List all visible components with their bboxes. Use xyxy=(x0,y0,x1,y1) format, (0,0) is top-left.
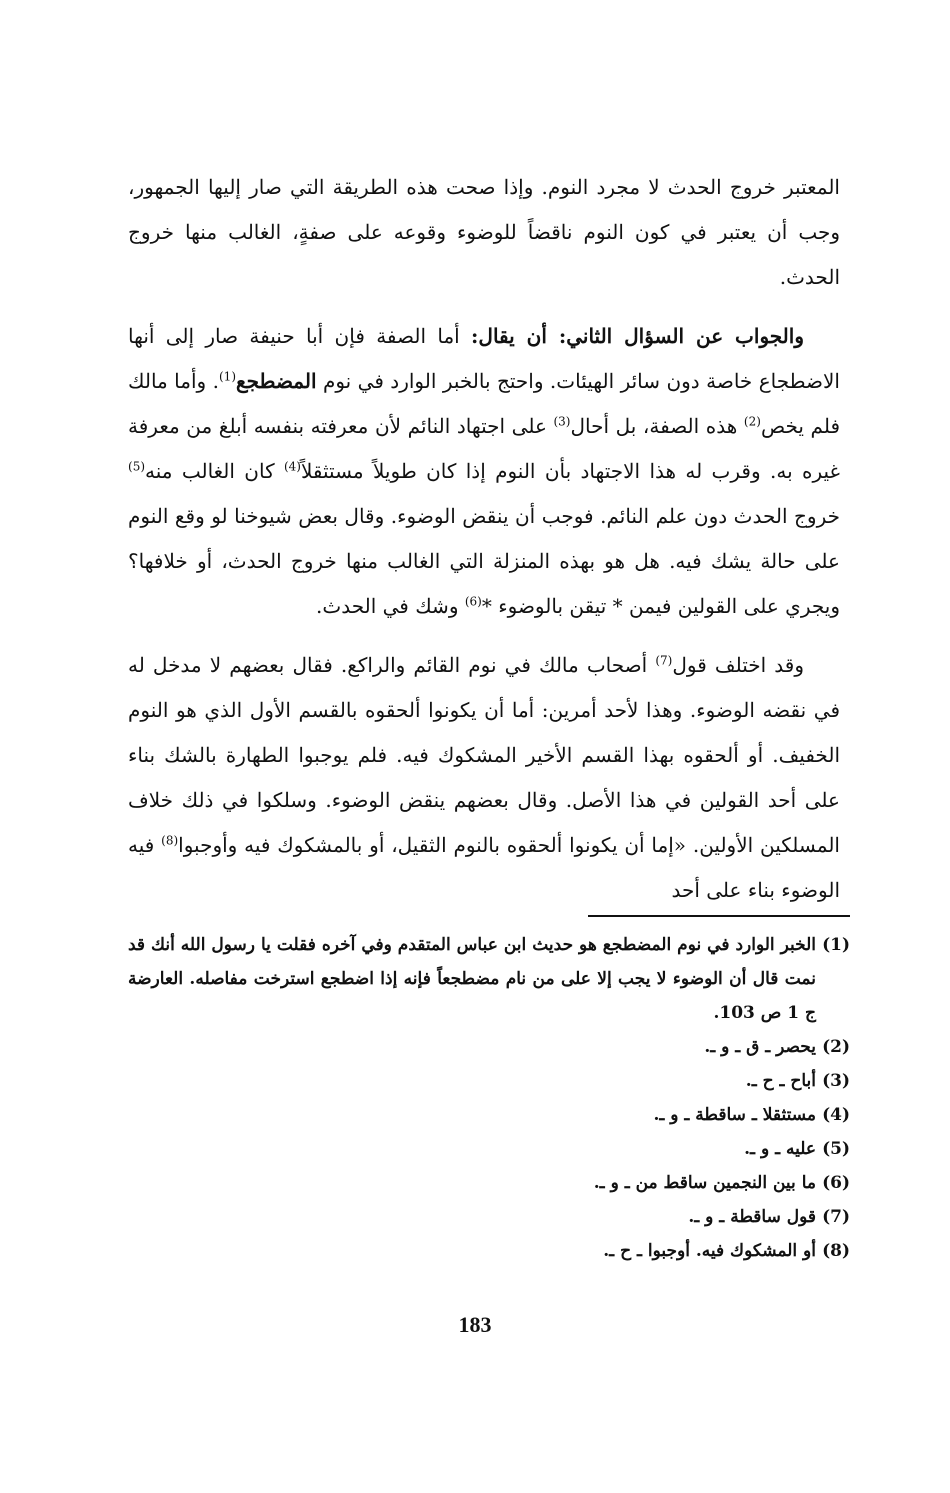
text-run: على اجتهاد النائم لأن معرفته بنفسه أبلغ من معرفة غيره به. وقرب له هذا الاجتهاد بأن النوم إذا كان طويلاً مستثقلاً xyxy=(128,414,840,483)
text-run: وقد اختلف قول xyxy=(672,653,804,677)
footnote xyxy=(128,1030,850,1064)
text-run: كان الغالب منه xyxy=(145,459,284,483)
footnote xyxy=(128,1234,850,1268)
footnote-ref: (4) xyxy=(283,459,301,474)
paragraph xyxy=(128,165,840,300)
text-run: أما الصفة فإن أبا حنيفة صار إلى أنها الاضطجاع خاصة دون سائر الهيئات. واحتج بالخبر الوارد في نوم xyxy=(128,324,840,393)
footnote-text: مستثقلا ـ ساقطة ـ و ـ. xyxy=(653,1105,816,1125)
footnote-ref: (5) xyxy=(128,459,146,474)
footnote xyxy=(128,1166,850,1200)
text-run: فيه الوضوء بناء على أحد xyxy=(128,833,840,902)
footnote xyxy=(128,1200,850,1234)
footnote-number: (7) xyxy=(822,1207,850,1227)
text-run: خروج الحدث دون علم النائم. فوجب أن ينقض الوضوء. وقال بعض شيوخنا لو وقع النوم على حالة يشك فيه. هل هو بهذه المنزلة التي الغالب منها خروج الحدث، أو خلافها؟ ويجري على القولين فيمن * تيقن بالوضوء * xyxy=(128,504,840,618)
text-run: المعتبر خروج الحدث لا مجرد النوم. وإذا صحت هذه الطريقة التي صار إليها الجمهور، وجب أن يعتبر في كون النوم ناقضاً للوضوء وقوعه على صفةٍ، الغالب منها خروج الحدث. xyxy=(128,175,840,289)
bold-text: والجواب عن السؤال الثاني: أن يقال: xyxy=(471,324,804,348)
footnote-separator xyxy=(588,915,850,917)
footnote-number: (8) xyxy=(822,1241,850,1261)
main-text xyxy=(128,165,840,927)
footnote xyxy=(128,928,850,1030)
footnote-text: يحصر ـ ق ـ و ـ. xyxy=(704,1037,816,1057)
footnote-ref: (7) xyxy=(655,653,673,668)
text-run: . وأما مالك فلم يخص xyxy=(128,369,840,438)
text-run: هذه الصفة، بل أحال xyxy=(570,414,744,438)
footnote-text: أباح ـ ح ـ. xyxy=(745,1071,816,1091)
footnote-text: عليه ـ و ـ. xyxy=(744,1139,816,1159)
footnote xyxy=(128,1132,850,1166)
footnote-number: (2) xyxy=(822,1037,850,1057)
footnote-ref: (2) xyxy=(743,414,761,429)
footnote-text: قول ساقطة ـ و ـ. xyxy=(688,1207,816,1227)
footnote-number: (3) xyxy=(822,1071,850,1091)
footnote-ref: (3) xyxy=(553,414,571,429)
footnote-number: (5) xyxy=(822,1139,850,1159)
footnote-number: (1) xyxy=(822,935,850,955)
footnote-text: ما بين النجمين ساقط من ـ و ـ. xyxy=(593,1173,816,1193)
footnote-text: الخبر الوارد في نوم المضطجع هو حديث ابن عباس المتقدم وفي آخره فقلت يا رسول الله أنك قد نمت قال أن الوضوء لا يجب إلا على من نام مضطجعاً فإنه إذا اضطجع استرخت مفاصله. العارضة ج 1 ص 103. xyxy=(128,935,816,1023)
footnote xyxy=(128,1064,850,1098)
footnote-number: (6) xyxy=(822,1173,850,1193)
paragraph xyxy=(128,314,840,629)
footnote-ref: (6) xyxy=(464,594,482,609)
text-run: أصحاب مالك في نوم القائم والراكع. فقال بعضهم لا مدخل له في نقضه الوضوء. وهذا لأحد أمرين: أما أن يكونوا ألحقوه بالقسم الأول الذي هو النوم الخفيف. أو ألحقوه بهذا القسم الأخير المشكوك فيه. فلم يوجبوا الطهارة بالشك بناء على أحد القولين في هذا الأصل. وقال بعضهم ينقض الوضوء. وسلكوا في ذلك خلاف المسلكين الأولين. «إما أن يكونوا ألحقوه بالنوم الثقيل، أو بالمشكوك فيه وأوجبوا xyxy=(128,653,840,857)
footnote xyxy=(128,1098,850,1132)
paragraph xyxy=(128,643,840,913)
footnote-ref: (8) xyxy=(161,833,179,848)
footnote-ref: (1) xyxy=(218,369,236,384)
text-run: وشك في الحدث. xyxy=(316,594,465,618)
footnotes xyxy=(128,928,850,1268)
footnote-text: أو المشكوك فيه. أوجبوا ـ ح ـ. xyxy=(603,1241,816,1261)
page-number: 183 xyxy=(458,1312,492,1337)
footnote-number: (4) xyxy=(822,1105,850,1125)
bold-text: المضطجع xyxy=(236,369,317,393)
